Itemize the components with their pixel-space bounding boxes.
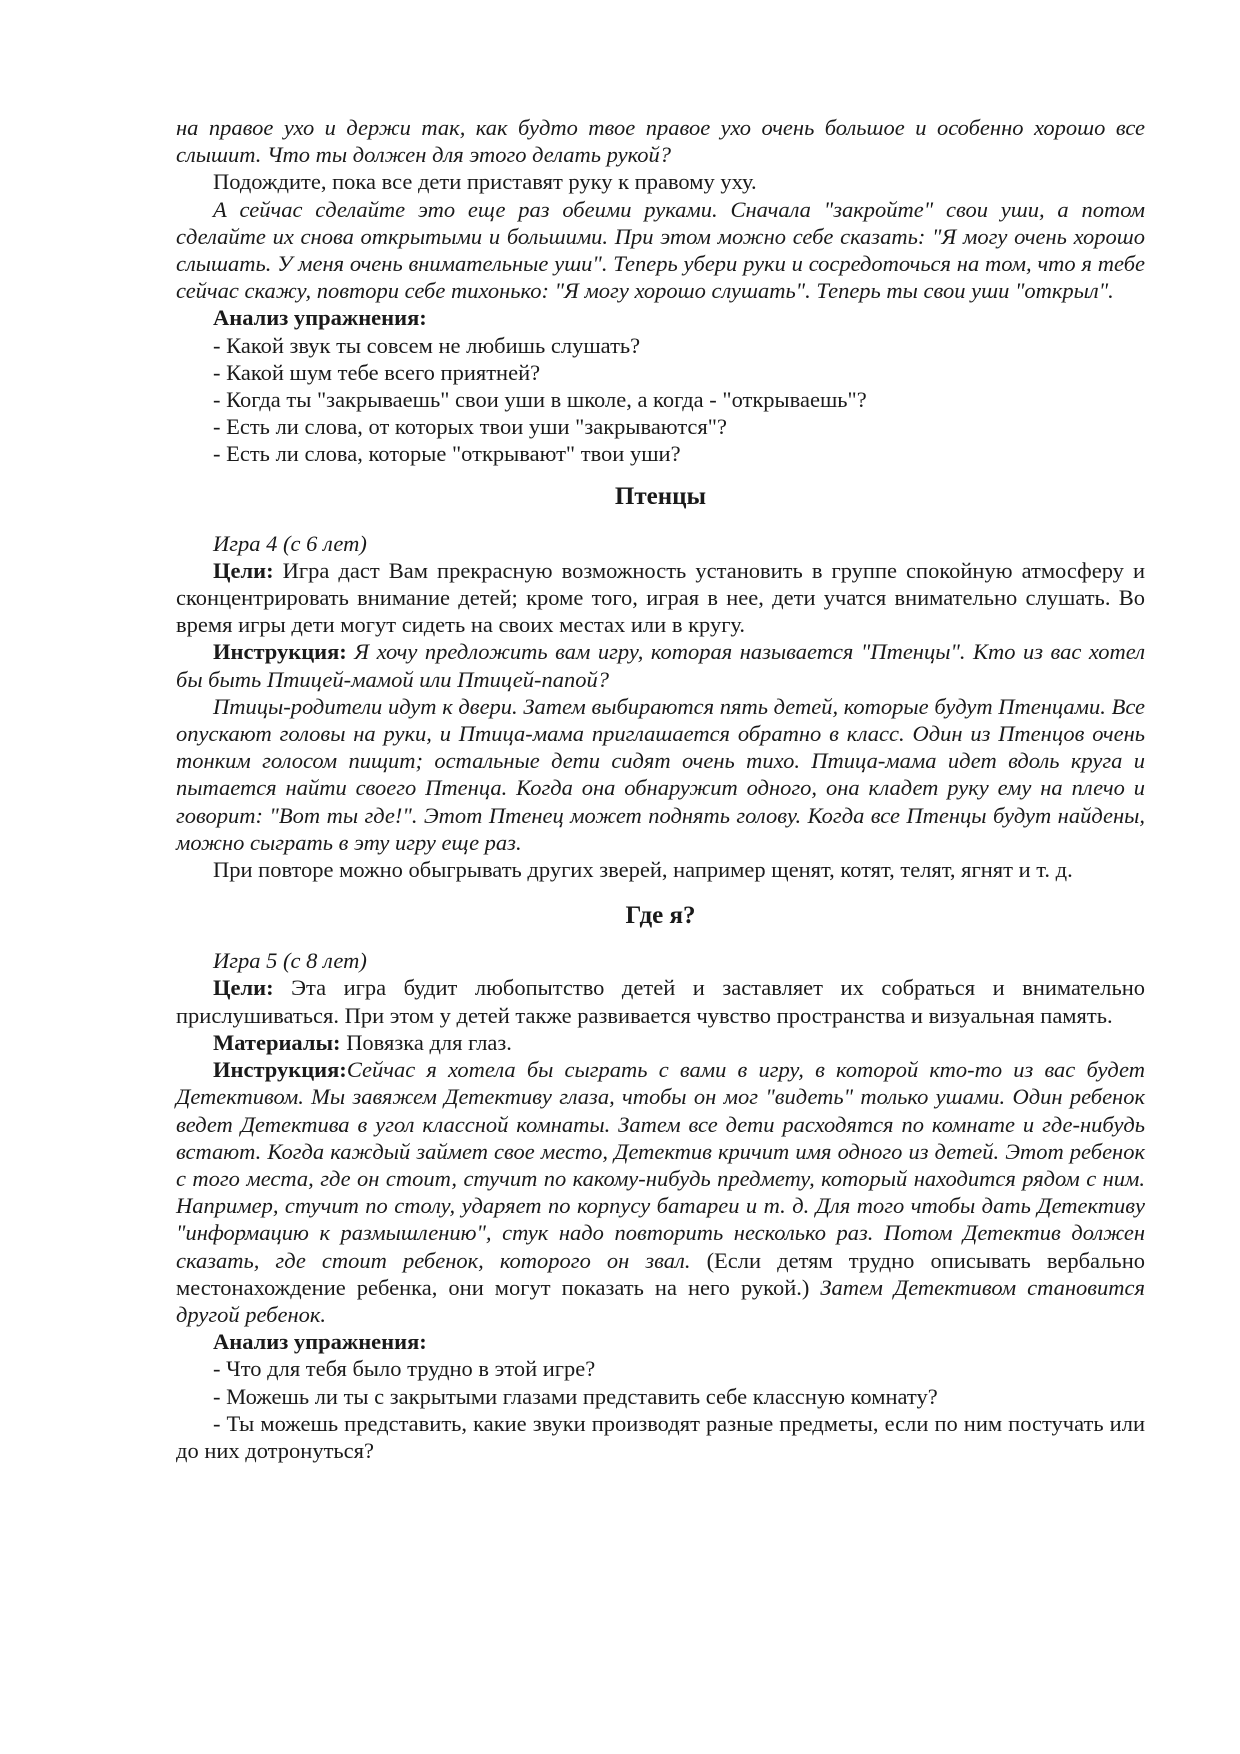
where-question: - Ты можешь представить, какие звуки производят разные предметы, если по ним постучать или до них дотронуться? xyxy=(176,1410,1145,1463)
where-question: - Можешь ли ты с закрытыми глазами представить себе классную комнату? xyxy=(213,1383,938,1409)
where-materials xyxy=(176,1029,1145,1056)
where-instruction-label: Инструкция: xyxy=(213,1057,347,1083)
intro-paragraph-2: Подождите, пока все дети приставят руку к правому уху. xyxy=(213,169,757,195)
where-goals-label: Цели: xyxy=(213,975,274,1001)
where-instruction-italic: Сейчас я хотела бы сыграть с вами в игру, в которой кто-то из вас будет Детективом. Мы завяжем Детективу глаза, чтобы он мог "видеть" только ушами. Один ребенок ведет Детектива в угол классной комнаты. Затем все дети расходятся по комнате и где-нибудь встают. Когда каждый займет свое место, Детектив кричит имя одного из детей. Этот ребенок с того места, где он стоит, стучит по какому-нибудь предмету, который находится рядом с ним. Например, стучит по столу, ударяет по корпусу батареи и т. д. Для того чтобы дать Детективу "информацию к размышлению", стук надо повторить несколько раз. Потом Детектив должен сказать, где стоит ребенок, которого он звал. xyxy=(176,1057,1145,1273)
birds-story: Птицы-родители идут к двери. Затем выбираются пять детей, которые будут Птенцами. Все опускают головы на руки, и Птица-мама приглашается обратно в класс. Один из Птенцов очень тонким голосом пищит; остальные дети сидят очень тихо. Птица-мама идет вдоль круга и пытается найти своего Птенца. Когда она обнаружит одного, она кладет руку ему на плечо и говорит: "Вот ты где!". Этот Птенец может поднять голову. Когда все Птенцы будут найдены, можно сыграть в эту игру еще раз. xyxy=(176,693,1145,855)
where-question: - Что для тебя было трудно в этой игре? xyxy=(213,1356,596,1382)
section-title-where: Где я? xyxy=(625,902,696,930)
birds-instruction-label: Инструкция: xyxy=(213,639,347,665)
birds-goals-label: Цели: xyxy=(213,557,274,583)
where-goals xyxy=(176,974,1145,1028)
birds-game-label: Игра 4 (с 6 лет) xyxy=(213,530,367,556)
intro-analysis-heading: Анализ упражнения: xyxy=(213,305,427,331)
intro-question: - Какой звук ты совсем не любишь слушать? xyxy=(213,332,641,358)
intro-question: - Есть ли слова, которые "открывают" твои уши? xyxy=(213,441,681,467)
intro-paragraph-3: А сейчас сделайте это еще раз обеими руками. Сначала "закройте" свои уши, а потом сделайте их снова открытыми и большими. При этом можно себе сказать: "Я могу очень хорошо слышать. У меня очень внимательные уши". Теперь убери руки и сосредоточься на том, что я тебе сейчас скажу, повтори себе тихонько: "Я могу хорошо слушать". Теперь ты свои уши "открыл". xyxy=(176,196,1145,304)
birds-instruction-text: Я хочу предложить вам игру, которая называется "Птенцы". Кто из вас хотел бы быть Птицей-мамой или Птицей-папой? xyxy=(176,639,1145,692)
birds-goals-text: Игра даст Вам прекрасную возможность установить в группе спокойную атмосферу и сконцентрировать внимание детей; кроме того, играя в нее, дети учатся внимательно слушать. Во время игры дети могут сидеть на своих местах или в кругу. xyxy=(176,557,1145,638)
document-page xyxy=(176,114,1145,1464)
section-title-birds: Птенцы xyxy=(614,482,707,510)
where-materials-text: Повязка для глаз. xyxy=(340,1029,512,1055)
where-analysis-heading: Анализ упражнения: xyxy=(213,1329,427,1355)
intro-question: - Какой шум тебе всего приятней? xyxy=(213,359,541,385)
birds-repeat: При повторе можно обыгрывать других зверей, например щенят, котят, телят, ягнят и т. д. xyxy=(213,857,1073,883)
intro-paragraph-1: на правое ухо и держи так, как будто твое правое ухо очень большое и особенно хорошо все слышит. Что ты должен для этого делать рукой? xyxy=(176,115,1145,168)
intro-question: - Когда ты "закрываешь" свои уши в школе, а когда - "открываешь"? xyxy=(213,387,867,413)
where-instruction-plain: (Если детям трудно описывать вербально местонахождение ребенка, они могут показать на него рукой.) xyxy=(176,1247,1145,1300)
where-instruction-italic-end: Затем Детективом становится другой ребенок. xyxy=(176,1274,1145,1327)
where-materials-label: Материалы: xyxy=(213,1029,341,1055)
where-game-label: Игра 5 (с 8 лет) xyxy=(213,948,367,974)
where-instruction xyxy=(176,1056,1145,1328)
birds-goals xyxy=(176,557,1145,639)
birds-instruction xyxy=(176,638,1145,692)
intro-question: - Есть ли слова, от которых твои уши "закрываются"? xyxy=(213,414,727,440)
where-goals-text: Эта игра будит любопытство детей и заставляет их собраться и внимательно прислушиваться. При этом у детей также развивается чувство пространства и визуальная память. xyxy=(176,975,1145,1028)
